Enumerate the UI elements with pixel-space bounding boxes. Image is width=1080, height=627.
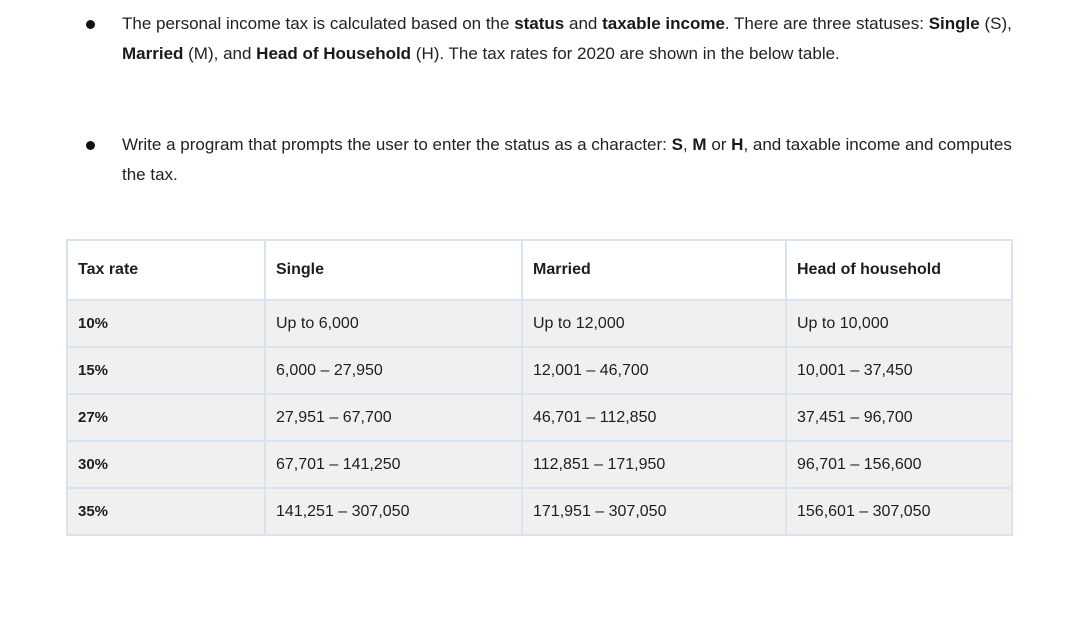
single-cell: Up to 6,000 [265, 300, 522, 347]
rate-cell: 15% [67, 347, 265, 394]
header-single: Single [265, 240, 522, 300]
text-segment: or [706, 135, 732, 154]
bold-term: H [731, 135, 744, 154]
rate-cell: 10% [67, 300, 265, 347]
bold-term: S [671, 135, 683, 154]
table-header-row [67, 240, 1012, 300]
hoh-cell: 96,701 – 156,600 [786, 441, 1012, 488]
hoh-cell: 156,601 – 307,050 [786, 488, 1012, 535]
table-row [67, 441, 1012, 488]
table-row [67, 488, 1012, 535]
single-cell: 27,951 – 67,700 [265, 394, 522, 441]
bullet-text [122, 130, 1022, 190]
married-cell: 112,851 – 171,950 [522, 441, 786, 488]
text-segment: , and taxable income and computes the tax. [122, 135, 1012, 184]
married-cell: 12,001 – 46,700 [522, 347, 786, 394]
text-segment: , [682, 135, 693, 154]
hoh-cell: 37,451 – 96,700 [786, 394, 1012, 441]
header-tax-rate: Tax rate [67, 240, 265, 300]
bullet-text [122, 9, 1022, 69]
text-segment: . There are three statuses: [724, 14, 929, 33]
text-segment: The personal income tax is calculated based on the [122, 14, 515, 33]
bullet-dot-icon [86, 20, 95, 29]
married-cell: Up to 12,000 [522, 300, 786, 347]
married-cell: 46,701 – 112,850 [522, 394, 786, 441]
table-row [67, 394, 1012, 441]
bold-term: Married [122, 44, 184, 63]
hoh-cell: Up to 10,000 [786, 300, 1012, 347]
table-row [67, 347, 1012, 394]
rate-cell: 30% [67, 441, 265, 488]
bold-term: status [514, 14, 565, 33]
table-row [67, 300, 1012, 347]
text-segment: (S), [979, 14, 1012, 33]
rate-cell: 27% [67, 394, 265, 441]
bullet-dot-icon [86, 141, 95, 150]
bold-term: taxable income [602, 14, 725, 33]
tax-rate-table [66, 239, 1013, 536]
text-segment: and [564, 14, 603, 33]
bold-term: M [692, 135, 707, 154]
text-segment: (H). The tax rates for 2020 are shown in the below table. [411, 44, 840, 63]
bold-term: Single [928, 14, 980, 33]
single-cell: 6,000 – 27,950 [265, 347, 522, 394]
text-segment: Write a program that prompts the user to enter the status as a character: [122, 135, 672, 154]
hoh-cell: 10,001 – 37,450 [786, 347, 1012, 394]
header-married: Married [522, 240, 786, 300]
single-cell: 141,251 – 307,050 [265, 488, 522, 535]
married-cell: 171,951 – 307,050 [522, 488, 786, 535]
header-head-of-household: Head of household [786, 240, 1012, 300]
rate-cell: 35% [67, 488, 265, 535]
bold-term: Head of Household [256, 44, 412, 63]
single-cell: 67,701 – 141,250 [265, 441, 522, 488]
text-segment: (M), and [183, 44, 257, 63]
